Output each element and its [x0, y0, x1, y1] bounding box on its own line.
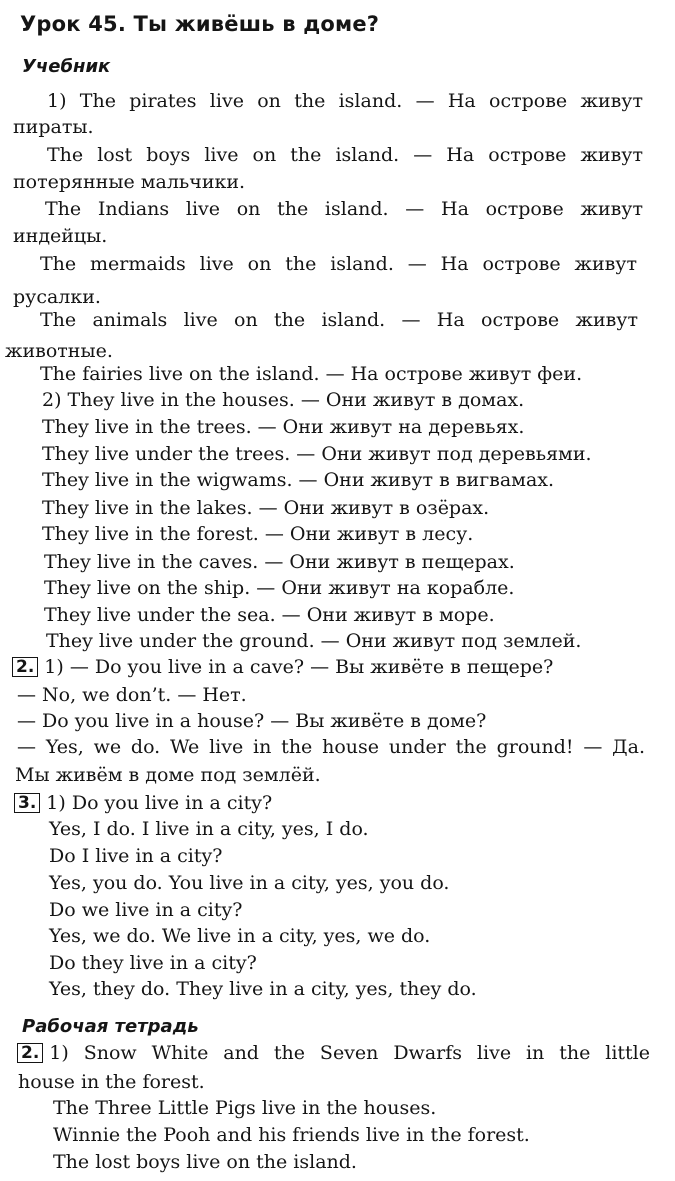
- ex1-p2-line-3: They live under the trees. — Они живут под деревьями.: [42, 443, 592, 465]
- ex1-p2-line-10: They live under the ground. — Они живут под землей.: [46, 630, 582, 652]
- textbook-heading: Учебник: [22, 56, 111, 77]
- ex2-line-4: — Yes, we do. We live in the house under the ground! — Да.: [17, 736, 645, 758]
- ex2-line-1: [12, 656, 553, 678]
- ex1-p2-line-9: They live under the sea. — Они живут в море.: [44, 604, 495, 626]
- ex1-line-3b: индейцы.: [13, 225, 108, 247]
- ex2-line-5: Мы живём в доме под землёй.: [15, 764, 321, 786]
- ex1-p2-line-8: They live on the ship. — Они живут на корабле.: [44, 577, 515, 599]
- ex3-line-4: Yes, you do. You live in a city, yes, you do.: [49, 872, 450, 894]
- ex3-line-1-text: 1) Do you live in a city?: [46, 792, 273, 814]
- wb-ex2-line-1: [17, 1042, 650, 1064]
- ex1-p2-line-5: They live in the lakes. — Они живут в озёрах.: [42, 497, 490, 519]
- ex1-p2-line-6: They live in the forest. — Они живут в лесу.: [42, 523, 474, 545]
- ex3-line-3: Do I live in a city?: [49, 845, 223, 867]
- ex3-line-2: Yes, I do. I live in a city, yes, I do.: [49, 818, 369, 840]
- ex3-line-1: [14, 792, 272, 814]
- ex1-line-2b: потерянные мальчики.: [13, 171, 246, 193]
- ex1-p2-line-4: They live in the wigwams. — Они живут в вигвамах.: [42, 469, 555, 491]
- ex3-number-box: 3.: [14, 793, 40, 813]
- ex3-line-5: Do we live in a city?: [49, 899, 243, 921]
- ex1-line-4b: русалки.: [13, 286, 101, 308]
- ex3-line-6: Yes, we do. We live in a city, yes, we do.: [49, 925, 431, 947]
- wb-ex2-line-1-text: 1) Snow White and the Seven Dwarfs live in the little: [49, 1042, 650, 1064]
- wb-ex2-line-2: house in the forest.: [18, 1071, 205, 1093]
- ex2-number-box: 2.: [12, 657, 38, 677]
- ex3-line-7: Do they live in a city?: [49, 952, 257, 974]
- ex1-line-4a: The mermaids live on the island. — На острове живут: [40, 253, 637, 275]
- ex1-line-2a: The lost boys live on the island. — На острове живут: [47, 144, 643, 166]
- ex1-p2-line-7: They live in the caves. — Они живут в пещерах.: [44, 551, 515, 573]
- ex2-line-2: — No, we don’t. — Нет.: [17, 684, 247, 706]
- ex2-line-3: — Do you live in a house? — Вы живёте в доме?: [17, 710, 487, 732]
- wb-ex2-line-3: The Three Little Pigs live in the houses.: [53, 1097, 437, 1119]
- ex1-line-6: The fairies live on the island. — На острове живут феи.: [40, 363, 583, 385]
- ex2-line-1-text: 1) — Do you live in a cave? — Вы живёте в пещере?: [44, 656, 554, 678]
- wb-ex2-number-box: 2.: [17, 1043, 43, 1063]
- ex1-line-1b: пираты.: [13, 116, 94, 138]
- ex1-p2-line-1: 2) They live in the houses. — Они живут в домах.: [42, 389, 525, 411]
- ex1-line-5a: The animals live on the island. — На острове живут: [40, 309, 638, 331]
- workbook-heading: Рабочая тетрадь: [22, 1016, 199, 1037]
- ex3-line-8: Yes, they do. They live in a city, yes, they do.: [49, 978, 477, 1000]
- ex1-p2-line-2: They live in the trees. — Они живут на деревьях.: [42, 416, 525, 438]
- lesson-title: Урок 45. Ты живёшь в доме?: [20, 12, 380, 36]
- wb-ex2-line-4: Winnie the Pooh and his friends live in the forest.: [53, 1124, 530, 1146]
- ex1-line-1a: 1) The pirates live on the island. — На острове живут: [47, 90, 643, 112]
- wb-ex2-line-5: The lost boys live on the island.: [53, 1151, 357, 1173]
- ex1-line-5b: животные.: [5, 340, 113, 362]
- ex1-line-3a: The Indians live on the island. — На острове живут: [45, 198, 643, 220]
